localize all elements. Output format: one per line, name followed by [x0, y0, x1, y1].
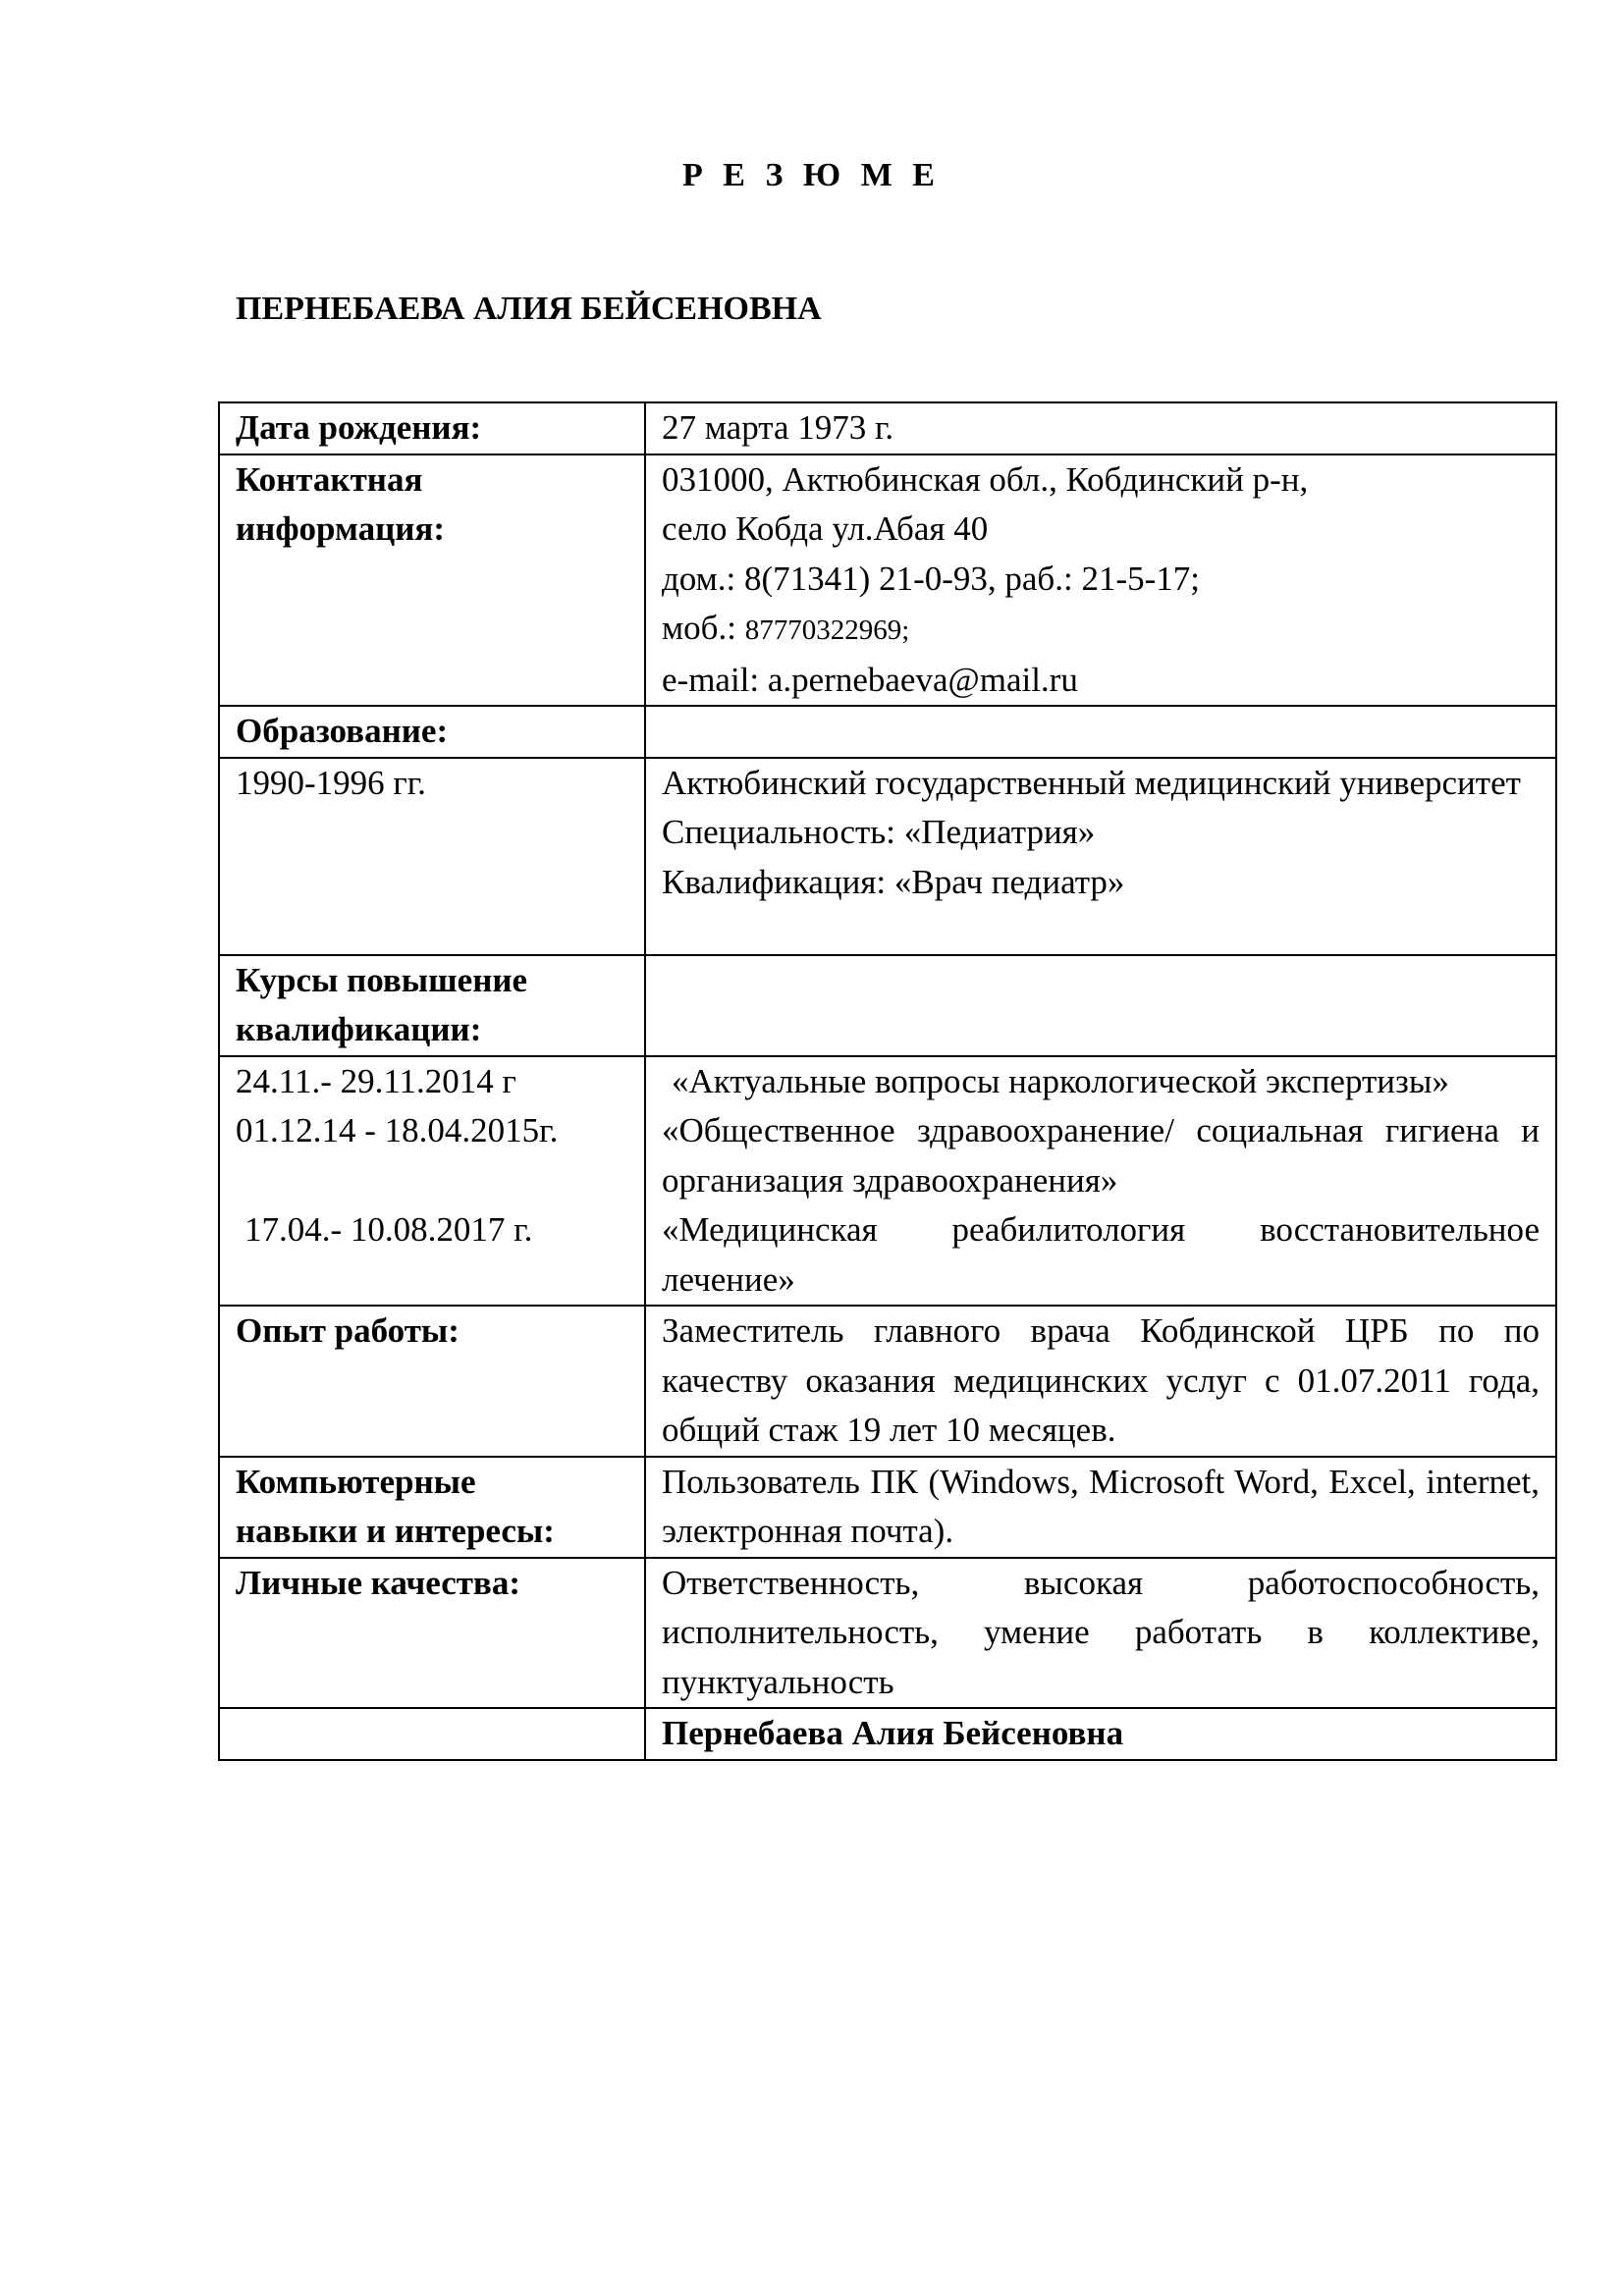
course-dates: 24.11.- 29.11.2014 г 01.12.14 - 18.04.2015г. 17.04.- 10.08.2017 г.: [219, 1056, 645, 1307]
birth-value: 27 марта 1973 г.: [645, 402, 1556, 454]
full-name: ПЕРНЕБАЕВА АЛИЯ БЕЙСЕНОВНА: [236, 291, 822, 327]
row-education-header: [219, 706, 1556, 758]
address-line-1: 031000, Актюбинская обл., Кобдинский р-н,: [662, 459, 1309, 499]
education-value: [645, 758, 1556, 955]
institution: Актюбинский государственный медицинский университет: [662, 763, 1521, 802]
row-contact: [219, 454, 1556, 707]
computer-value: Пользователь ПК (Windows, Microsoft Word, Excel, internet, электронная почта).: [645, 1457, 1556, 1558]
personal-label: Личные качества:: [219, 1558, 645, 1709]
mobile: моб.: 87770322969;: [662, 609, 910, 647]
document-title: Р Е З Ю М Е: [682, 157, 941, 193]
email: e-mail: a.pernebaeva@mail.ru: [662, 660, 1078, 699]
qualification: Квалификация: «Врач педиатр»: [662, 862, 1125, 901]
row-education: [219, 758, 1556, 955]
personal-value: Ответственность, высокая работоспособность, исполнительность, умение работать в коллективе, пунктуальность: [645, 1558, 1556, 1709]
row-courses: [219, 1056, 1556, 1307]
contact-value: [645, 454, 1556, 707]
experience-value: Заместитель главного врача Кобдинской ЦРБ по по качеству оказания медицинских услуг с 01.07.2011 года, общий стаж 19 лет 10 месяцев.: [645, 1306, 1556, 1457]
address-line-2: село Кобда ул.Абая 40: [662, 509, 989, 548]
phones: дом.: 8(71341) 21-0-93, раб.: 21-5-17;: [662, 559, 1200, 598]
row-experience: [219, 1306, 1556, 1457]
row-courses-header: [219, 955, 1556, 1056]
birth-label: Дата рождения:: [219, 402, 645, 454]
signature-name: Пернебаева Алия Бейсеновна: [645, 1708, 1556, 1760]
row-birth: [219, 402, 1556, 454]
education-header: Образование:: [219, 706, 645, 758]
specialty: Специальность: «Педиатрия»: [662, 813, 1096, 851]
courses-header: Курсы повышение квалификации:: [219, 955, 645, 1056]
row-personal: [219, 1558, 1556, 1709]
experience-label: Опыт работы:: [219, 1306, 645, 1457]
education-period: 1990-1996 гг.: [219, 758, 645, 955]
computer-label: Компьютерные навыки и интересы:: [219, 1457, 645, 1558]
row-signature: [219, 1708, 1556, 1760]
resume-table: [218, 401, 1557, 1761]
contact-label: Контактная информация:: [219, 454, 645, 707]
course-titles: «Актуальные вопросы наркологической экспертизы» «Общественное здравоохранение/ социальная гигиена и организация здравоохранения» «Медицинская реабилитология восстановительное лечение»: [645, 1056, 1556, 1307]
row-computer: [219, 1457, 1556, 1558]
